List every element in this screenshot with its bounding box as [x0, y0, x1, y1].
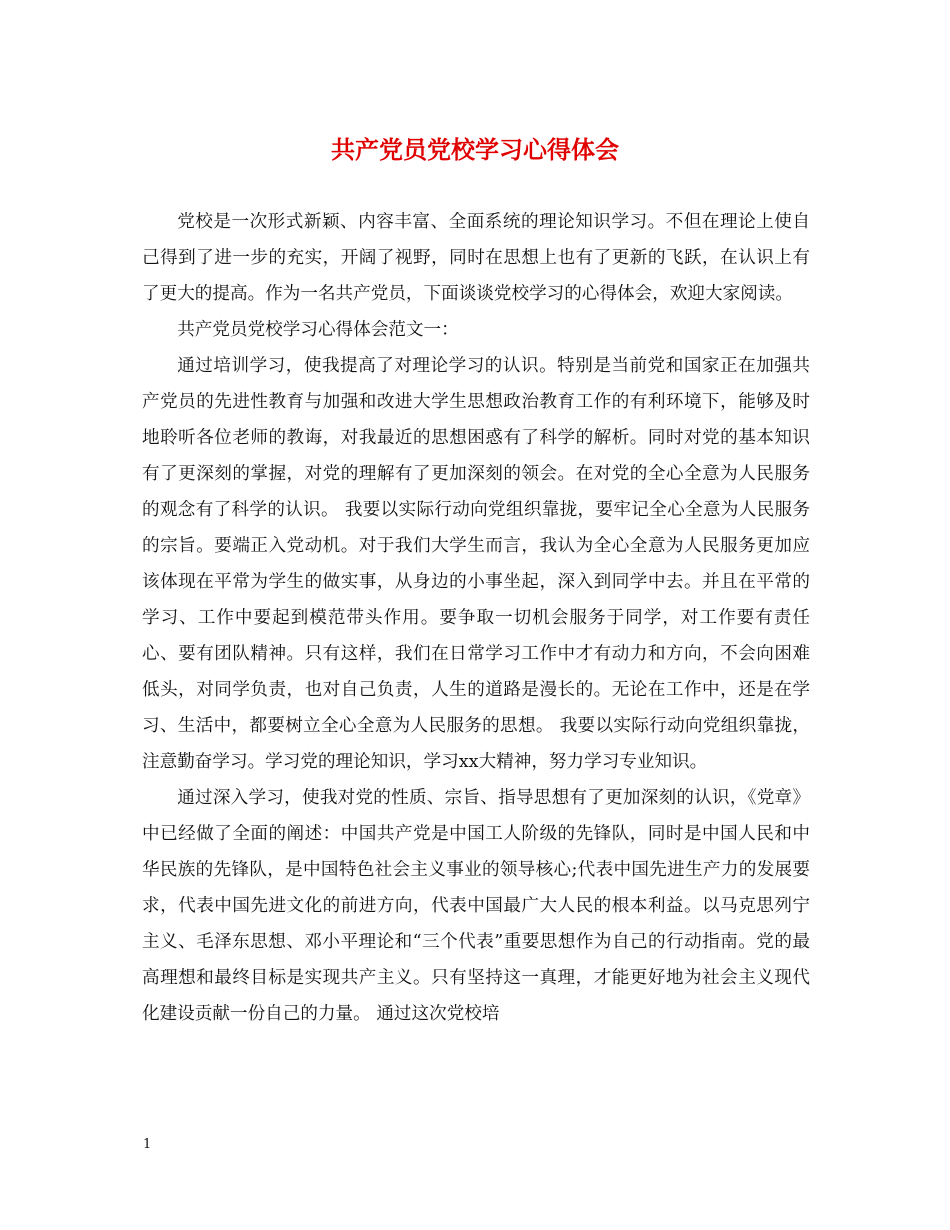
- paragraph-training-study: 通过培训学习，使我提高了对理论学习的认识。特别是当前党和国家正在加强共产党员的先进性教育与加强和改进大学生思想政治教育工作的有利环境下，能够及时地聆听各位老师的教诲，对我最近的思想困惑有了科学的解析。同时对党的基本知识有了更深刻的掌握，对党的理解有了更加深刻的领会。在对党的全心全意为人民服务的观念有了科学的认识。 我要以实际行动向党组织靠拢，要牢记全心全意为人民服务的宗旨。要端正入党动机。对于我们大学生而言，我认为全心全意为人民服务更加应该体现在平常为学生的做实事，从身边的小事坐起，深入到同学中去。并且在平常的学习、工作中要起到模范带头作用。要争取一切机会服务于同学，对工作要有责任心、要有团队精神。只有这样，我们在日常学习工作中才有动力和方向，不会向困难低头，对同学负责，也对自己负责，人生的道路是漫长的。无论在工作中，还是在学习、生活中，都要树立全心全意为人民服务的思想。 我要以实际行动向党组织靠拢，注意勤奋学习。学习党的理论知识，学习xx大精神，努力学习专业知识。: [142, 356, 810, 772]
- paragraph-deep-study: 通过深入学习，使我对党的性质、宗旨、指导思想有了更加深刻的认识，《党章》中已经做了全面的阐述：中国共产党是中国工人阶级的先锋队，同时是中国人民和中华民族的先锋队，是中国特色社会主义事业的领导核心;代表中国先进生产力的发展要求，代表中国先进文化的前进方向，代表中国最广大人民的根本利益。以马克思列宁主义、毛泽东思想、邓小平理论和“三个代表”重要思想作为自己的行动指南。党的最高理想和最终目标是实现共产主义。只有坚持这一真理，才能更好地为社会主义现代化建设贡献一份自己的力量。 通过这次党校培: [142, 788, 810, 1024]
- page-number: 1: [143, 1137, 152, 1152]
- paragraph-heading-example-one: 共产党员党校学习心得体会范文一：: [177, 320, 459, 340]
- document-body: [142, 204, 810, 1032]
- paragraph-intro: 党校是一次形式新颖、内容丰富、全面系统的理论知识学习。不但在理论上使自己得到了进一步的充实，开阔了视野，同时在思想上也有了更新的飞跃，在认识上有了更大的提高。作为一名共产党员，下面谈谈党校学习的心得体会，欢迎大家阅读。: [142, 212, 810, 304]
- document-title: 共产党员党校学习心得体会: [331, 135, 619, 164]
